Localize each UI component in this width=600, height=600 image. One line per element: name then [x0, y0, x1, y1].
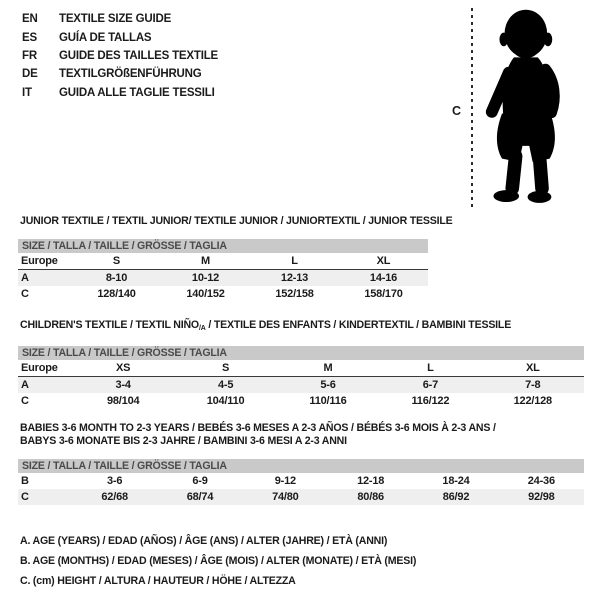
value-cell: 3-4 — [115, 379, 131, 391]
size-cell: M — [323, 362, 333, 374]
footnote-a: A. AGE (YEARS) / EDAD (AÑOS) / ÂGE (ANS) / ALTER (JAHRE) / ETÀ (ANNI) — [20, 535, 388, 547]
value-cell: 104/110 — [206, 395, 245, 407]
value-cell: 98/104 — [106, 395, 140, 407]
table-row — [18, 253, 428, 270]
value-cell: 14-16 — [369, 272, 398, 284]
children-title-sub: /A — [198, 325, 206, 332]
footnote-c: C. (cm) HEIGHT / ALTURA / HAUTEUR / HÖHE / ALTEZZA — [20, 575, 296, 587]
toddler-silhouette-image — [477, 8, 573, 208]
language-title: TEXTILGRÖßENFÜHRUNG — [59, 68, 202, 81]
value-cell: 122/128 — [513, 395, 552, 407]
language-title: TEXTILE SIZE GUIDE — [59, 13, 172, 26]
row-label: C — [21, 491, 29, 503]
value-cell: 116/122 — [411, 395, 450, 407]
language-code: IT — [22, 86, 32, 99]
babies-title-line2: BABYS 3-6 MONATE BIS 2-3 JAHRE / BAMBINI 3-6 MESI A 2-3 ANNI — [20, 435, 347, 447]
row-label: A — [21, 272, 29, 284]
children-title-post: / TEXTILE DES ENFANTS / KINDERTEXTIL / BAMBINI TESSILE — [205, 319, 512, 331]
value-cell: 92/98 — [528, 491, 555, 503]
table-row — [18, 270, 428, 286]
value-cell: 158/170 — [364, 288, 403, 300]
value-cell: 6-7 — [422, 379, 439, 391]
table-row — [18, 360, 584, 377]
size-cell: XS — [116, 362, 131, 374]
table-row — [18, 393, 584, 409]
size-cell: L — [427, 362, 434, 374]
babies-title-line1: BABIES 3-6 MONTH TO 2-3 YEARS / BEBÉS 3-6 MESES A 2-3 AÑOS / BÉBÉS 3-6 MOIS À 2-3 ANS / — [20, 422, 496, 434]
value-cell: 86/92 — [442, 491, 470, 503]
value-cell: 152/158 — [275, 288, 314, 300]
table-row — [18, 489, 584, 505]
row-label: C — [21, 395, 29, 407]
language-code: EN — [22, 13, 38, 26]
row-label: Europe — [21, 255, 58, 267]
row-label: A — [21, 379, 29, 391]
language-list — [22, 10, 218, 102]
value-cell: 68/74 — [186, 491, 214, 503]
value-cell: 80/86 — [357, 491, 384, 503]
footnote-b: B. AGE (MONTHS) / EDAD (MESES) / ÂGE (MOIS) / ALTER (MONATE) / ETÀ (MESI) — [20, 555, 417, 567]
height-measure-dotted-line — [471, 8, 473, 208]
size-header-bar: SIZE / TALLA / TAILLE / GRÖSSE / TAGLIA — [18, 239, 428, 253]
value-cell: 110/116 — [309, 395, 347, 407]
value-cell: 10-12 — [191, 272, 220, 284]
size-cell: XL — [525, 362, 540, 374]
value-cell: 9-12 — [274, 475, 296, 487]
table-row — [18, 286, 428, 302]
row-label: B — [21, 475, 29, 487]
junior-table-title: JUNIOR TEXTILE / TEXTIL JUNIOR/ TEXTILE JUNIOR / JUNIORTEXTIL / JUNIOR TESSILE — [20, 215, 453, 227]
junior-size-table — [18, 239, 428, 302]
value-cell: 140/152 — [186, 288, 225, 300]
value-cell: 6-9 — [192, 475, 208, 487]
children-table-title — [20, 319, 511, 335]
size-header-bar: SIZE / TALLA / TAILLE / GRÖSSE / TAGLIA — [18, 459, 584, 473]
babies-table-title — [20, 422, 496, 448]
size-cell: L — [291, 255, 298, 267]
size-cell: S — [222, 362, 230, 374]
value-cell: 62/68 — [101, 491, 128, 503]
footnotes — [20, 531, 416, 591]
value-cell: 18-24 — [442, 475, 470, 487]
language-title: GUÍA DE TALLAS — [59, 31, 152, 44]
value-cell: 74/80 — [272, 491, 299, 503]
babies-size-table — [18, 459, 584, 505]
row-label: C — [21, 288, 29, 300]
value-cell: 5-6 — [320, 379, 336, 391]
table-row — [18, 377, 584, 393]
language-code: FR — [22, 49, 37, 62]
children-size-table — [18, 346, 584, 409]
children-title-pre: CHILDREN'S TEXTILE / TEXTIL NIÑO — [20, 319, 199, 331]
value-cell: 12-13 — [280, 272, 309, 284]
value-cell: 4-5 — [217, 379, 234, 391]
value-cell: 12-18 — [357, 475, 385, 487]
language-code: DE — [22, 68, 38, 81]
value-cell: 24-36 — [527, 475, 555, 487]
language-code: ES — [22, 31, 37, 44]
value-cell: 7-8 — [525, 379, 541, 391]
size-header-bar: SIZE / TALLA / TAILLE / GRÖSSE / TAGLIA — [18, 346, 584, 360]
height-measure-label: C — [452, 104, 461, 118]
value-cell: 3-6 — [107, 475, 123, 487]
size-cell: M — [201, 255, 210, 267]
size-cell: XL — [376, 255, 391, 267]
table-row — [18, 473, 584, 489]
value-cell: 8-10 — [105, 272, 128, 284]
row-label: Europe — [21, 362, 58, 374]
value-cell: 128/140 — [97, 288, 136, 300]
language-title: GUIDA ALLE TAGLIE TESSILI — [59, 86, 215, 99]
language-title: GUIDE DES TAILLES TEXTILE — [59, 49, 218, 62]
size-cell: S — [112, 255, 121, 267]
